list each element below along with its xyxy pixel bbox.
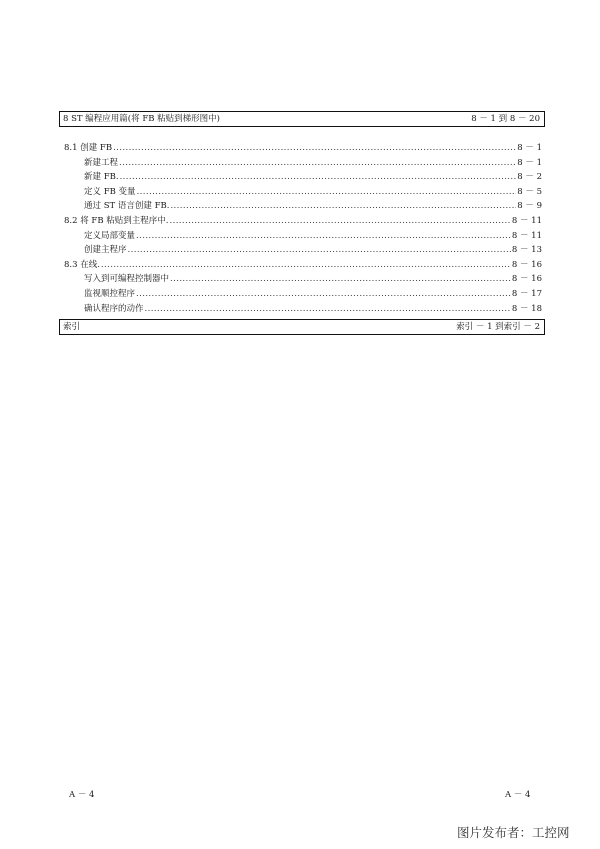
toc-entry-page: 8 － 1 [517,157,542,168]
chapter-8-title: 8 ST 编程应用篇(将 FB 粘贴到梯形图中) [63,113,220,124]
toc-entry-page: 8 － 5 [517,186,542,197]
chapter-8-page-range: 8 － 1 到 8 － 20 [471,113,540,124]
table-of-contents [64,141,542,316]
toc-entry-title: 8.2 将 FB 粘贴到主程序中. [64,215,169,226]
footer-page-number-right: A － 4 [505,790,531,800]
index-page-range: 索引 － 1 到索引 － 2 [456,321,540,332]
toc-leader-dots [137,185,517,200]
toc-entry-title: 确认程序的动作 [84,303,144,314]
toc-leader-dots [170,272,511,287]
toc-entry-page: 8 － 9 [517,201,542,212]
toc-entry[interactable] [64,229,542,244]
toc-entry[interactable] [64,199,542,214]
toc-entry-title: 新建工程 [84,157,119,168]
toc-entry[interactable] [64,287,542,302]
toc-entry-title: 定义 FB 变量 [84,186,136,197]
toc-entry-page: 8 － 11 [511,230,542,241]
toc-entry-title: 8.3 在线. [64,259,100,270]
toc-leader-dots [113,141,516,156]
toc-leader-dots [136,287,511,302]
toc-entry-title: 写入到可编程控制器中 [84,274,170,285]
toc-entry-page: 8 － 16 [511,259,542,270]
toc-entry-page: 8 － 13 [511,245,542,256]
toc-leader-dots [128,243,511,258]
toc-entry-page: 8 － 17 [511,288,542,299]
toc-entry-page: 8 － 18 [511,303,542,314]
toc-leader-dots [120,170,517,185]
toc-entry-title: 8.1 创建 FB [64,143,113,153]
toc-leader-dots [136,229,511,244]
toc-entry-title: 监视顺控程序 [84,288,136,299]
toc-entry-title: 通过 ST 语言创建 FB. [84,201,170,212]
index-heading [59,319,545,335]
chapter-8-heading [59,111,545,127]
toc-entry-page: 8 － 11 [511,215,542,226]
toc-entry[interactable] [64,141,542,156]
toc-entry[interactable] [64,214,542,229]
toc-entry[interactable] [64,243,542,258]
toc-leader-dots [169,214,510,229]
toc-entry-page: 8 － 1 [517,143,542,153]
toc-entry-title: 创建主程序 [84,245,127,256]
toc-leader-dots [119,156,516,171]
publisher-watermark: 图片发布者：工控网 [457,825,570,840]
toc-leader-dots [145,302,511,317]
toc-entry[interactable] [64,272,542,287]
toc-entry[interactable] [64,156,542,171]
toc-entry-page: 8 － 2 [517,172,542,183]
toc-leader-dots [101,258,511,273]
toc-entry[interactable] [64,302,542,317]
toc-entry-title: 定义局部变量 [84,230,136,241]
toc-entry[interactable] [64,170,542,185]
footer-page-number-left: A － 4 [69,790,95,800]
toc-entry-page: 8 － 16 [511,274,542,285]
toc-entry[interactable] [64,185,542,200]
toc-leader-dots [170,199,516,214]
toc-entry[interactable] [64,258,542,273]
toc-entry-title: 新建 FB. [84,172,119,183]
index-title: 索引 [63,321,81,332]
